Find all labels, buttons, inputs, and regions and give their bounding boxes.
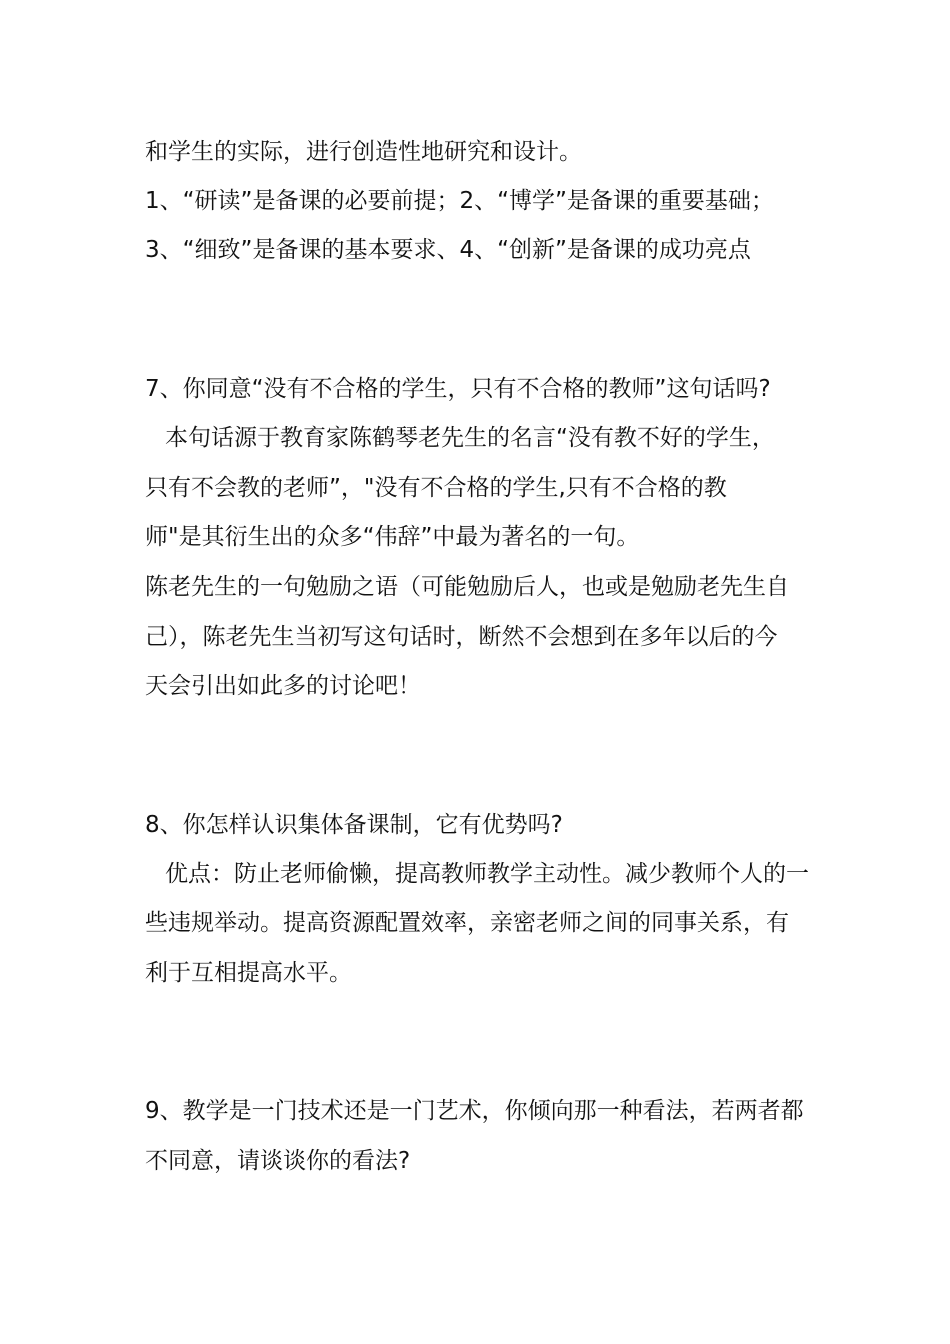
text-line: 本句话源于教育家陈鹤琴老先生的名言“没有教不好的学生， — [165, 425, 775, 451]
question-9: 9、教学是一门技术还是一门艺术，你倾向那一种看法，若两者都 — [145, 1098, 804, 1124]
text-line: 优点：防止老师偷懒，提高教师教学主动性。减少教师个人的一 — [165, 861, 809, 887]
text-line: 些违规举动。提高资源配置效率，亲密老师之间的同事关系，有 — [145, 910, 789, 936]
text-line: 己），陈老先生当初写这句话时，断然不会想到在多年以后的今 — [145, 624, 778, 650]
text-line: 只有不会教的老师”，"没有不合格的学生,只有不合格的教 — [145, 475, 727, 501]
text-line: 和学生的实际，进行创造性地研究和设计。 — [145, 139, 582, 165]
text-line: 天会引出如此多的讨论吧！ — [145, 673, 421, 699]
text-line: 1、“研读”是备课的必要前提；2、“博学”是备课的重要基础； — [145, 188, 774, 214]
text-line: 师"是其衍生出的众多“伟辞”中最为著名的一句。 — [145, 524, 640, 550]
question-7: 7、你同意“没有不合格的学生，只有不合格的教师”这句话吗? — [145, 376, 771, 402]
question-8: 8、你怎样认识集体备课制，它有优势吗? — [145, 812, 563, 838]
text-line: 陈老先生的一句勉励之语（可能勉励后人，也或是勉励老先生自 — [145, 574, 789, 600]
text-line: 3、“细致”是备课的基本要求、4、“创新”是备课的成功亮点 — [145, 237, 751, 263]
text-line: 不同意，请谈谈你的看法? — [145, 1148, 411, 1174]
text-line: 利于互相提高水平。 — [145, 960, 352, 986]
